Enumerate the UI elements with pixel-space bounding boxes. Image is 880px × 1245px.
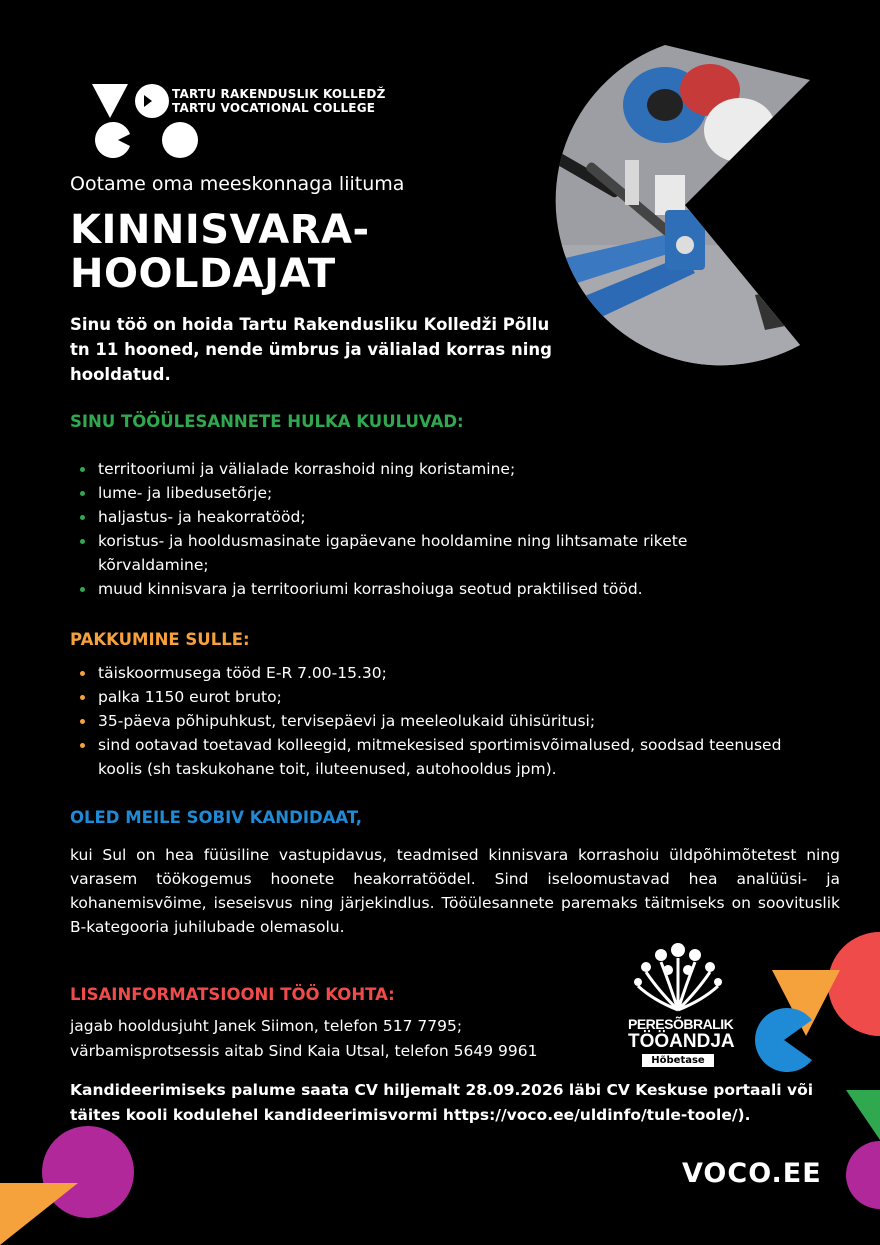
list-item: sind ootavad toetavad kolleegid, mitmekesised sportimisvõimalused, soodsad teenused koolis (sh taskukohane toit, iluteenused, autohooldus jpm). (70, 733, 810, 781)
list-item: 35-päeva põhipuhkust, tervisepäevi ja meeleolukaid ühisüritusi; (70, 709, 810, 733)
red-circle-right (828, 932, 880, 1036)
red-semicircle-right (828, 932, 880, 1036)
list-item: koristus- ja hooldusmasinate igapäevane hooldamine ning lihtsamate rikete kõrvaldamine; (70, 529, 800, 577)
lead-text: Sinu töö on hoida Tartu Rakendusliku Kolledži Põllu tn 11 hooned, nende ümbrus ja välialad korras ning hooldatud. (70, 315, 552, 384)
contact-janek: jagab hooldusjuht Janek Siimon, telefon 517 7795; (70, 1017, 463, 1035)
website-link[interactable]: VOCO.EE (682, 1158, 822, 1189)
magenta-circle-bottom-left (42, 1126, 134, 1218)
college-name-et: TARTU RAKENDUSLIK KOLLEDŽ (172, 87, 386, 101)
green-triangle-right (846, 1090, 880, 1140)
list-item: lume- ja libedusetõrje; (70, 481, 800, 505)
family-tree-icon (628, 940, 728, 1012)
info-text (70, 1014, 538, 1064)
candidate-text: kui Sul on hea füüsiline vastupidavus, teadmised kinnisvara korrashoiu üldpõhimõtetest ning varasem töökogemus hoonete heakorratöödel. Sind iseloomustavad hea analüüsi- ja kohanemisvõime, iseseisvus ning järjekindlus. Tööülesannete paremaks täitmiseks on soovituslik B-kategooria juhilubade olemasolu. (70, 846, 840, 936)
orange-triangle-bottom-left (0, 1183, 78, 1245)
apply-text: Kandideerimiseks palume saata CV hiljemalt 28.09.2026 läbi CV Keskuse portaali või täites kooli kodulehel kandideerimisvormi https://voco.ee/uldinfo/tule-toole/). (70, 1081, 814, 1124)
badge-level: Hõbetase (642, 1054, 714, 1067)
offer-heading: PAKKUMINE SULLE: (70, 630, 250, 649)
badge-line1: PERESÕBRALIK (628, 1016, 734, 1032)
list-item: täiskoormusega tööd E-R 7.00-15.30; (70, 661, 810, 685)
college-name (172, 87, 385, 115)
magenta-circle-right (846, 1141, 880, 1209)
orange-triangle-right (772, 970, 840, 1036)
candidate-heading: OLED MEILE SOBIV KANDIDAAT, (70, 808, 363, 827)
intro-text: Ootame oma meeskonnaga liituma (70, 173, 405, 195)
badge-line2: TÖÖANDJA (628, 1031, 735, 1052)
list-item: haljastus- ja heakorratööd; (70, 505, 800, 529)
info-heading: LISAINFORMATSIOONI TÖÖ KOHTA: (70, 985, 395, 1004)
job-title-line2: HOOLDAJAT (70, 251, 336, 297)
job-title-line1: KINNISVARA- (70, 207, 370, 253)
contact-kaia: värbamisprotsessis aitab Sind Kaia Utsal, telefon 5649 9961 (70, 1042, 538, 1060)
family-friendly-badge (628, 940, 735, 1080)
blue-pacman-right (755, 1008, 812, 1072)
tasks-list (70, 457, 800, 601)
list-item: palka 1150 eurot bruto; (70, 685, 810, 709)
list-item: muud kinnisvara ja territooriumi korrashoiuga seotud praktilised tööd. (70, 577, 800, 601)
tasks-heading: SINU TÖÖÜLESANNETE HULKA KUULUVAD: (70, 412, 464, 431)
offer-list (70, 661, 810, 781)
college-name-en: TARTU VOCATIONAL COLLEGE (172, 101, 376, 115)
list-item: territooriumi ja välialade korrashoid ning koristamine; (70, 457, 800, 481)
job-title (70, 208, 370, 296)
